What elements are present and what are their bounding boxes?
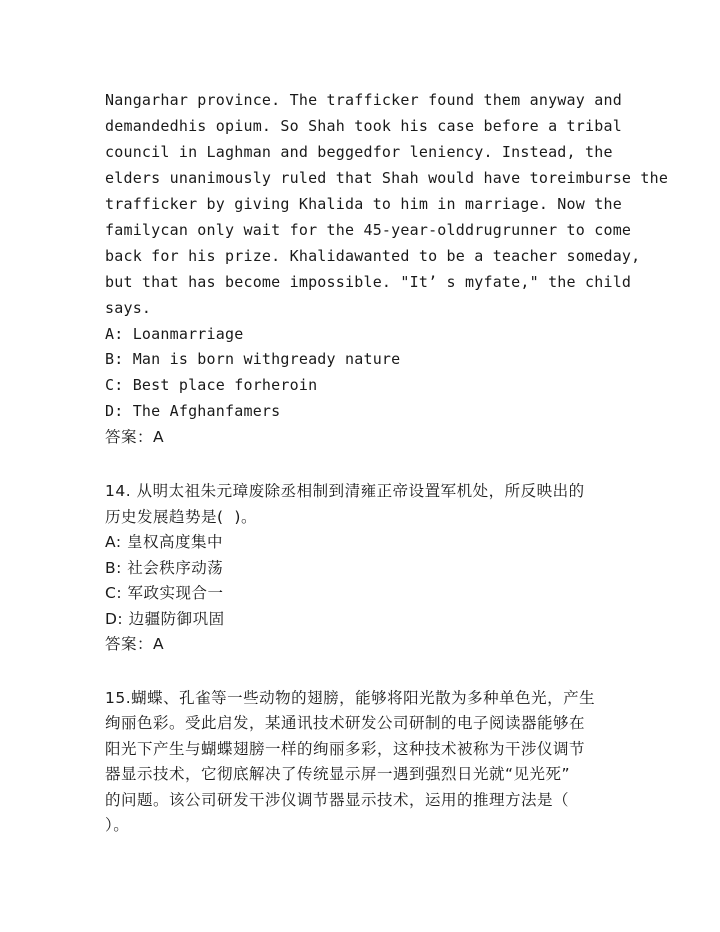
question-stem: ）。 bbox=[105, 816, 130, 834]
question-stem: 的问题。该公司研发干涉仪调节器显示技术，运用的推理方法是（ bbox=[105, 791, 570, 809]
passage-line: back for his prize. Khalidawanted to be a teacher someday, bbox=[105, 247, 641, 265]
passage-line: Nangarhar province. The trafficker found them anyway and bbox=[105, 91, 622, 109]
passage-line: but that has become impossible. "It’ s myfate," the child bbox=[105, 273, 632, 291]
option-d: D: The Afghanfamers bbox=[105, 402, 281, 420]
passage-line: council in Laghman and beggedfor leniency. Instead, the bbox=[105, 143, 613, 161]
option-d: D: 边疆防御巩固 bbox=[105, 610, 225, 628]
passage-line: demandedhis opium. So Shah took his case before a tribal bbox=[105, 117, 622, 135]
passage-line: elders unanimously ruled that Shah would have toreimburse the bbox=[105, 169, 669, 187]
passage-line: says. bbox=[105, 299, 152, 317]
option-b: B: 社会秩序动荡 bbox=[105, 559, 224, 577]
option-c: C: 军政实现合一 bbox=[105, 584, 224, 602]
question-stem: 绚丽色彩。受此启发，某通讯技术研发公司研制的电子阅读器能够在 bbox=[105, 714, 586, 732]
answer-line: 答案：A bbox=[105, 428, 165, 446]
passage-line: familycan only wait for the 45-year-olddrugrunner to come bbox=[105, 221, 632, 239]
option-c: C: Best place forheroin bbox=[105, 376, 318, 394]
passage-line: trafficker by giving Khalida to him in marriage. Now the bbox=[105, 195, 622, 213]
question-stem: 15.蝴蝶、孔雀等一些动物的翅膀，能够将阳光散为多种单色光，产生 bbox=[105, 689, 596, 707]
option-a: A: Loanmarriage bbox=[105, 325, 244, 343]
option-a: A: 皇权高度集中 bbox=[105, 533, 223, 551]
question-stem: 历史发展趋势是( )。 bbox=[105, 508, 257, 526]
question-stem: 器显示技术，它彻底解决了传统显示屏一遇到强烈日光就“见光死” bbox=[105, 765, 571, 783]
question-stem: 14. 从明太祖朱元璋废除丞相制到清雍正帝设置军机处，所反映出的 bbox=[105, 482, 585, 500]
question-stem: 阳光下产生与蝴蝶翅膀一样的绚丽多彩，这种技术被称为干涉仪调节 bbox=[105, 740, 586, 758]
option-b: B: Man is born withgready nature bbox=[105, 350, 401, 368]
answer-line: 答案：A bbox=[105, 635, 165, 653]
